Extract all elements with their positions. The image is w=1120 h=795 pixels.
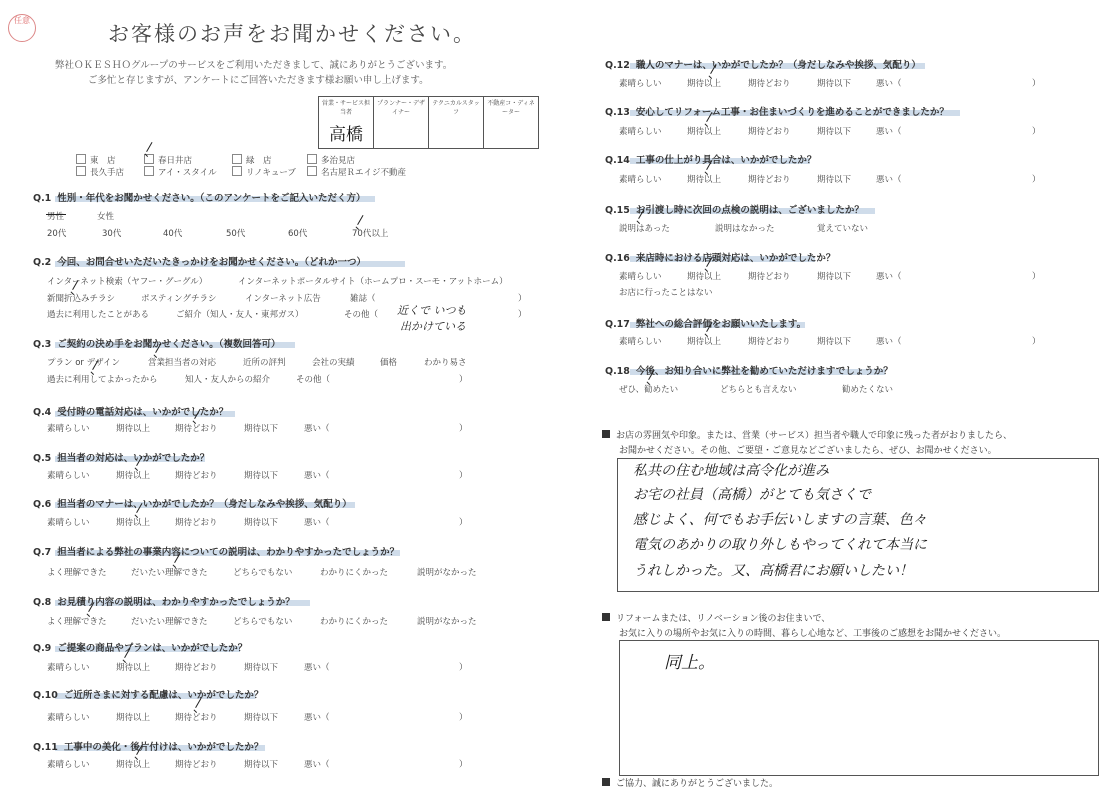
question-6: Q.6 担当者のマナーは、いかがでしたか？（身だしなみや挨拶、気配り）: [33, 499, 352, 510]
q16-option[interactable]: 期待以下: [817, 272, 852, 282]
footer-thanks: ご協力、誠にありがとうございました。: [602, 776, 778, 789]
q3-option[interactable]: 会社の実績: [312, 358, 355, 368]
q7-option[interactable]: わかりにくかった: [320, 568, 389, 578]
q10-close-paren: ）: [459, 713, 468, 723]
q1-option[interactable]: 20代: [47, 229, 67, 239]
q2-option[interactable]: その他（: [344, 310, 379, 320]
q11-option[interactable]: 悪い（: [304, 760, 330, 770]
q5-option[interactable]: 素晴らしい: [47, 471, 90, 481]
question-14: Q.14 工事の仕上がり具合は、いかがでしたか？: [605, 155, 817, 166]
comment-prompt-1b: お聞かせください。その他、ご要望・ご意見などございましたら、ぜひ、お聞かせください。: [619, 446, 997, 456]
q8-option[interactable]: だいたい理解できた: [131, 617, 208, 627]
q3-option[interactable]: 営業担当者の対応: [148, 358, 217, 368]
q11-option[interactable]: 期待どおり: [175, 760, 218, 770]
q3-option[interactable]: 知人・友人からの紹介: [185, 375, 271, 385]
question-15: Q.15 お引渡し時に次回の点検の説明は、ございましたか？: [605, 205, 864, 216]
q3-option[interactable]: プラン or デザイン: [47, 358, 121, 368]
checkmark-icon: [70, 287, 82, 297]
q3-close-paren: ）: [459, 375, 468, 385]
staff-header-planner: プランナー・デザイナー: [374, 97, 429, 149]
bullet-icon: [602, 430, 610, 438]
comment2-handwritten: 同上。: [664, 653, 715, 673]
intro-line-2: ご多忙と存じますが、アンケートにご回答いただきます様お願い申し上げます。: [88, 75, 429, 86]
q6-option[interactable]: 素晴らしい: [47, 518, 90, 528]
checkmark-icon: [86, 609, 98, 619]
q1-option[interactable]: 女性: [97, 212, 115, 222]
q9-option[interactable]: 期待以上: [116, 663, 151, 673]
q17-option[interactable]: 期待以上: [687, 337, 722, 347]
question-11: Q.11 工事中の美化・後片付けは、いかがでしたか？: [33, 742, 264, 753]
question-2: Q.2 今回、お問合せいただいたきっかけをお聞かせください。（どれか一つ）: [33, 257, 367, 268]
q12-option[interactable]: 素晴らしい: [619, 79, 662, 89]
checkmark-icon: [704, 167, 716, 177]
checkmark-icon: [636, 216, 648, 226]
comment1-handwritten-line-1: 私共の住む地域は高令化が進み: [633, 463, 829, 479]
q5-option[interactable]: 期待どおり: [175, 471, 218, 481]
comment-prompt-2b: お気に入りの場所やお気に入りの時間、暮らし心地など、工事後のご感想をお聞かせください。: [619, 629, 1007, 639]
q9-option[interactable]: 期待以下: [244, 663, 279, 673]
q17-close-paren: ）: [1032, 337, 1041, 347]
comment1-handwritten-line-5: うれしかった。又、高橋君にお願いしたい！: [633, 563, 913, 579]
q13-option[interactable]: 期待どおり: [748, 127, 791, 137]
comment-prompt-1: お店の雰囲気や印象。または、営業（サービス）担当者や職人で印象に残った者がおりましたら、: [602, 428, 1012, 441]
q10-option[interactable]: 悪い（: [304, 713, 330, 723]
store-option[interactable]: 東 店: [76, 154, 116, 166]
q1-option[interactable]: 30代: [102, 229, 122, 239]
checkmark-icon: [704, 119, 716, 129]
q4-option[interactable]: 悪い（: [304, 424, 330, 434]
q11-option[interactable]: 素晴らしい: [47, 760, 90, 770]
q18-option[interactable]: どちらとも言えない: [720, 385, 797, 395]
q9-option[interactable]: 期待どおり: [175, 663, 218, 673]
q6-close-paren: ）: [459, 518, 468, 528]
q7-option[interactable]: よく理解できた: [47, 568, 107, 578]
comment-prompt-2: リフォームまたは、リノベーション後のお住まいで、: [602, 611, 830, 624]
q18-option[interactable]: 勧めたくない: [842, 385, 894, 395]
staff-header-sales: 営業・サービス担当者: [321, 100, 370, 116]
q14-option[interactable]: 期待以上: [687, 175, 722, 185]
strike-mark: [46, 214, 66, 215]
stamp: 任意: [8, 14, 36, 42]
q2-handwritten-line-2: 出かけている: [400, 320, 466, 333]
q11-close-paren: ）: [459, 760, 468, 770]
q6-option[interactable]: 期待以上: [116, 518, 151, 528]
question-18: Q.18 今後、お知り合いに弊社を勧めていただけますでしょうか？: [605, 366, 893, 377]
q13-option[interactable]: 期待以下: [817, 127, 852, 137]
comment1-handwritten-line-3: 感じよく、何でもお手伝いしますの言葉、色々: [633, 512, 927, 528]
q16-close-paren: ）: [1032, 272, 1041, 282]
q9-close-paren: ）: [459, 663, 468, 673]
q10-option[interactable]: 素晴らしい: [47, 713, 90, 723]
q2-option[interactable]: ご紹介（知人・友人・東邦ガス）: [176, 310, 304, 320]
q14-option[interactable]: 悪い（: [876, 175, 902, 185]
store-option[interactable]: リノキューブ: [232, 166, 296, 178]
q8-option[interactable]: 説明がなかった: [417, 617, 477, 627]
store-option[interactable]: 春日井店: [144, 154, 192, 166]
q2-option[interactable]: ポスティングチラシ: [141, 294, 217, 304]
q15-option[interactable]: 説明はあった: [619, 224, 670, 234]
q10-option[interactable]: 期待以上: [116, 713, 151, 723]
q8-option[interactable]: よく理解できた: [47, 617, 107, 627]
q13-option[interactable]: 素晴らしい: [619, 127, 662, 137]
q2-option[interactable]: インターネット検索（ヤフー・グーグル）: [47, 277, 208, 287]
store-option[interactable]: 緑 店: [232, 154, 272, 166]
q11-option[interactable]: 期待以上: [116, 760, 151, 770]
q13-option[interactable]: 悪い（: [876, 127, 902, 137]
q10-option[interactable]: 期待以下: [244, 713, 279, 723]
q6-option[interactable]: 期待どおり: [175, 518, 218, 528]
q16-extra-option[interactable]: お店に行ったことはない: [619, 288, 713, 298]
checkmark-icon: [704, 264, 716, 274]
checkmark-icon: [134, 752, 146, 762]
q1-option[interactable]: 50代: [226, 229, 246, 239]
question-10: Q.10 ご近所さまに対する配慮は、いかがでしたか？: [33, 690, 264, 701]
question-3: Q.3 ご契約の決め手をお聞かせください。（複数回答可）: [33, 339, 281, 350]
q3-option[interactable]: わかり易さ: [424, 358, 467, 368]
checkmark-icon: [708, 71, 720, 81]
store-option[interactable]: アイ・スタイル: [144, 166, 217, 178]
question-5: Q.5 担当者の対応は、いかがでしたか？: [33, 453, 210, 464]
checkmark-icon: [153, 350, 165, 360]
q12-close-paren: ）: [1032, 79, 1041, 89]
checkmark-icon: [355, 222, 367, 232]
checkmark-icon: [90, 367, 102, 377]
question-7: Q.7 担当者による弊社の事業内容についての説明は、わかりやすかったでしょうか？: [33, 547, 400, 558]
q4-option[interactable]: 素晴らしい: [47, 424, 90, 434]
bullet-icon: [602, 613, 610, 621]
q11-option[interactable]: 期待以下: [244, 760, 279, 770]
question-13: Q.13 安心してリフォーム工事・お住まいづくりを進めることができましたか？: [605, 107, 949, 118]
checkmark-icon: [193, 705, 205, 715]
q2-close-paren: ）: [518, 310, 527, 320]
q16-option[interactable]: 悪い（: [876, 272, 902, 282]
q4-option[interactable]: 期待以下: [244, 424, 279, 434]
comment1-handwritten-line-2: お宅の社員（高橋）がとても気さくで: [633, 487, 871, 503]
q3-option[interactable]: 過去に利用してよかったから: [47, 375, 158, 385]
q12-option[interactable]: 期待以下: [817, 79, 852, 89]
question-8: Q.8 お見積り内容の説明は、わかりやすかったでしょうか？: [33, 597, 295, 608]
handwritten-staff-name: 高橋: [329, 125, 363, 145]
q1-option[interactable]: 40代: [163, 229, 183, 239]
q8-option[interactable]: どちらでもない: [233, 617, 293, 627]
q17-option[interactable]: 素晴らしい: [619, 337, 662, 347]
q15-option[interactable]: 覚えていない: [817, 224, 869, 234]
bullet-icon: [602, 778, 610, 786]
checkmark-icon: [134, 510, 146, 520]
q13-close-paren: ）: [1032, 127, 1041, 137]
q7-option[interactable]: どちらでもない: [233, 568, 293, 578]
q16-option[interactable]: 期待以上: [687, 272, 722, 282]
q12-option[interactable]: 期待以上: [687, 79, 722, 89]
q2-option[interactable]: インターネット広告: [245, 294, 321, 304]
q12-option[interactable]: 期待どおり: [748, 79, 791, 89]
q2-handwritten-line-1: 近くで いつも: [397, 304, 467, 317]
question-1: Q.1 性別・年代をお聞かせください。（このアンケートをご記入いただく方）: [33, 193, 366, 204]
q12-option[interactable]: 悪い（: [876, 79, 902, 89]
q2-option[interactable]: 雑誌（: [350, 294, 376, 304]
q2-option[interactable]: 新聞折込みチラシ: [47, 294, 116, 304]
question-4: Q.4 受付時の電話対応は、いかがでしたか？: [33, 407, 229, 418]
question-12: Q.12 職人のマナーは、いかがでしたか？（身だしなみや挨拶、気配り）: [605, 60, 921, 71]
staff-header-realestate: 不動産コ・ディネーター: [484, 97, 539, 149]
q10-option[interactable]: 期待どおり: [175, 713, 218, 723]
q18-option[interactable]: ぜひ、勧めたい: [619, 385, 679, 395]
q6-option[interactable]: 悪い（: [304, 518, 330, 528]
comment1-handwritten-line-4: 電気のあかりの取り外しもやってくれて本当に: [633, 537, 927, 553]
q5-close-paren: ）: [459, 471, 468, 481]
question-16: Q.16 来店時における店頭対応は、いかがでしたか？: [605, 253, 836, 264]
q17-option[interactable]: 期待以下: [817, 337, 852, 347]
q9-option[interactable]: 悪い（: [304, 663, 330, 673]
checkmark-icon: [192, 416, 204, 426]
q7-option[interactable]: 説明がなかった: [417, 568, 477, 578]
q9-option[interactable]: 素晴らしい: [47, 663, 90, 673]
q2-option[interactable]: 過去に利用したことがある: [47, 310, 150, 320]
q5-option[interactable]: 期待以上: [116, 471, 151, 481]
q2-close-paren: ）: [518, 294, 527, 304]
q17-option[interactable]: 期待どおり: [748, 337, 791, 347]
q1-option[interactable]: 70代以上: [352, 229, 389, 239]
q1-option[interactable]: 男性: [47, 212, 65, 222]
q14-option[interactable]: 素晴らしい: [619, 175, 662, 185]
q16-option[interactable]: 素晴らしい: [619, 272, 662, 282]
intro-line-1: 弊社ＯＫＥＳＨＯグループのサービスをご利用いただきまして、誠にありがとうございます。: [55, 60, 453, 71]
q15-option[interactable]: 説明はなかった: [715, 224, 775, 234]
q4-option[interactable]: 期待どおり: [175, 424, 218, 434]
question-9: Q.9 ご提案の商品やプランは、いかがでしたか？: [33, 643, 248, 654]
checkmark-icon: [144, 149, 156, 159]
q4-close-paren: ）: [459, 424, 468, 434]
q2-option[interactable]: インターネットポータルサイト（ホームプロ・スーモ・アットホーム）: [238, 277, 508, 287]
q7-option[interactable]: だいたい理解できた: [131, 568, 208, 578]
checkmark-icon: [134, 463, 146, 473]
store-option[interactable]: 長久手店: [76, 166, 124, 178]
q14-close-paren: ）: [1032, 175, 1041, 185]
q13-option[interactable]: 期待以上: [687, 127, 722, 137]
question-17: Q.17 弊社への総合評価をお願いいたします。: [605, 319, 807, 330]
q14-option[interactable]: 期待どおり: [748, 175, 791, 185]
q5-option[interactable]: 期待以下: [244, 471, 279, 481]
q3-option[interactable]: その他（: [296, 375, 331, 385]
q14-option[interactable]: 期待以下: [817, 175, 852, 185]
staff-table: [318, 96, 539, 149]
store-option[interactable]: 多治見店: [307, 154, 355, 166]
checkmark-icon: [172, 560, 184, 570]
q3-option[interactable]: 近所の評判: [243, 358, 286, 368]
checkmark-icon: [122, 655, 134, 665]
q6-option[interactable]: 期待以下: [244, 518, 279, 528]
q3-option[interactable]: 価格: [380, 358, 398, 368]
checkmark-icon: [646, 377, 658, 387]
q5-option[interactable]: 悪い（: [304, 471, 330, 481]
store-option[interactable]: 名古屋Ｒエイジ不動産: [307, 166, 406, 178]
q17-option[interactable]: 悪い（: [876, 337, 902, 347]
q16-option[interactable]: 期待どおり: [748, 272, 791, 282]
staff-header-technical: テクニカルスタッフ: [429, 97, 484, 149]
q4-option[interactable]: 期待以上: [116, 424, 151, 434]
checkmark-icon: [704, 329, 716, 339]
q1-option[interactable]: 60代: [288, 229, 308, 239]
q8-option[interactable]: わかりにくかった: [320, 617, 389, 627]
page-title: お客様のお声をお聞かせください。: [108, 22, 476, 46]
